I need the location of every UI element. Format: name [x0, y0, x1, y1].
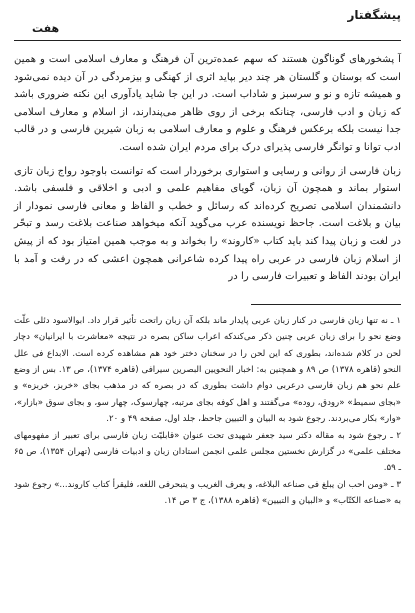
body-text [14, 51, 401, 286]
book-page [14, 8, 401, 606]
footnote-divider [251, 304, 401, 305]
footnote-3: ۳ ـ «ومن احب ان یبلغ فی صناعه البلاغه، و یعرف الغریب و یتبحرفی اللغه، فلیقرأ کتاب کاروند...» رجوع شود به «صناعه الکتّاب» و «البیان و التبیین» (قاهره ۱۳۸۸)، ج ۳ ص ۱۴. [14, 479, 401, 507]
page-header [14, 8, 401, 41]
body-paragraph: زبان فارسی از روانی و رسایی و استواری برخوردار است که توانست باوجود رواج زبان تازی استوار بماند و همچون آن زبان، گویای مفاهیم علمی و ادبی و اخلاقی و فلسفی باشد. دانشمندان اسلامی تصریح کرده‌اند که رسائل و خطب و الفاظ و معانی فارسی نمودار از بیان و بلاغت است. جاحظ نویسنده عرب می‌گوید آنکه میخواهد صناعت بلاغت رسد و تبحّر در لغت و زبان پیدا کند باید کتاب «کاروند» را بخواند و به موجب همین امتیاز بود که از پیش از اسلام زبان فارسی در عربی راه پیدا کرده شاعرانی همچون اعشی که در رفت و آمد با ایران بودند الفاظ و تعبیرات فارسی را در [14, 165, 401, 283]
running-title: پیشگفتار [347, 8, 401, 22]
footnote-2: ۲ ـ رجوع شود به مقاله دکتر سید جعفر شهیدی تحت عنوان «قابلیّت زبان فارسی برای تعبیر از مفهومهای مختلف علمی» در گزارش نخستین مجلس علمی انجمن استادان زبان و ادبیات فارسی (تهران ۱۳۵۴)، ص ۶۵ ـ ۵۹. [14, 430, 401, 474]
page-number: هفت [32, 22, 60, 35]
body-paragraph: آ پشخورهای گوناگون هستند که سهم عمده‌ترین آن فرهنگ و معارف اسلامی است و همین است که بوستان و گلستان هر چند دیر بپاید اثری از کهنگی و بیزمردگی در آن دیده نمی‌شود و همیشه تازه و نو و سرسبز و شاداب است. در این جا شاید یادآوری این نکته ضروری باشد که زبان و ادب فارسی، چنانکه برخی از روی ظاهر می‌پندارند، از اسلام و معارف اسلامی جدا نیست بلکه برعکس فرهنگ و علوم و معارف اسلامی به زبان شیرین فارسی و در قالب ادب توانا و توانگر فارسی پذیرای درک برای مردم ایران شده است. [14, 54, 401, 153]
footnote-1: ۱ ـ نه تنها زبان فارسی در کنار زبان عربی پایدار ماند بلکه آن زبان راتحت تأثیر قرار داد. ابوالاسود دئلی علّت وضع نحو را برای زبان عربی چنین ذکر می‌کندکه اعراب ساکن بصره در نتیجه «معاشرت با ایرانیان» دچار لحن در کلام شده‌اند، بطوری که این لحن را در سخنان دختر خود هم مشاهده کرده است. الابداع فی علل النحو (قاهره ۱۳۷۸) ص ۸۹ و همچنین به: اخبار النحویین البصرین سیرافی (قاهره ۱۳۷۴)، ص ۱۳. بس از وضع علم نحو هم زبان فارسی درعربی دوام داشت بطوری که در بصره که در مذهب بجای «خربز، خربزه» و «بجای سمیط» «رودق، روده» می‌گفتند و اهل کوفه بجای مرتبه، چهارسوک، چهار سو، و بجای سوق «بازار»، «وار» بکار می‌بردند. رجوع شود به البیان و التبیین جاحظ، جلد اول، صفحه ۴۹ و ۲۰. [14, 315, 402, 425]
footnotes [14, 313, 401, 510]
